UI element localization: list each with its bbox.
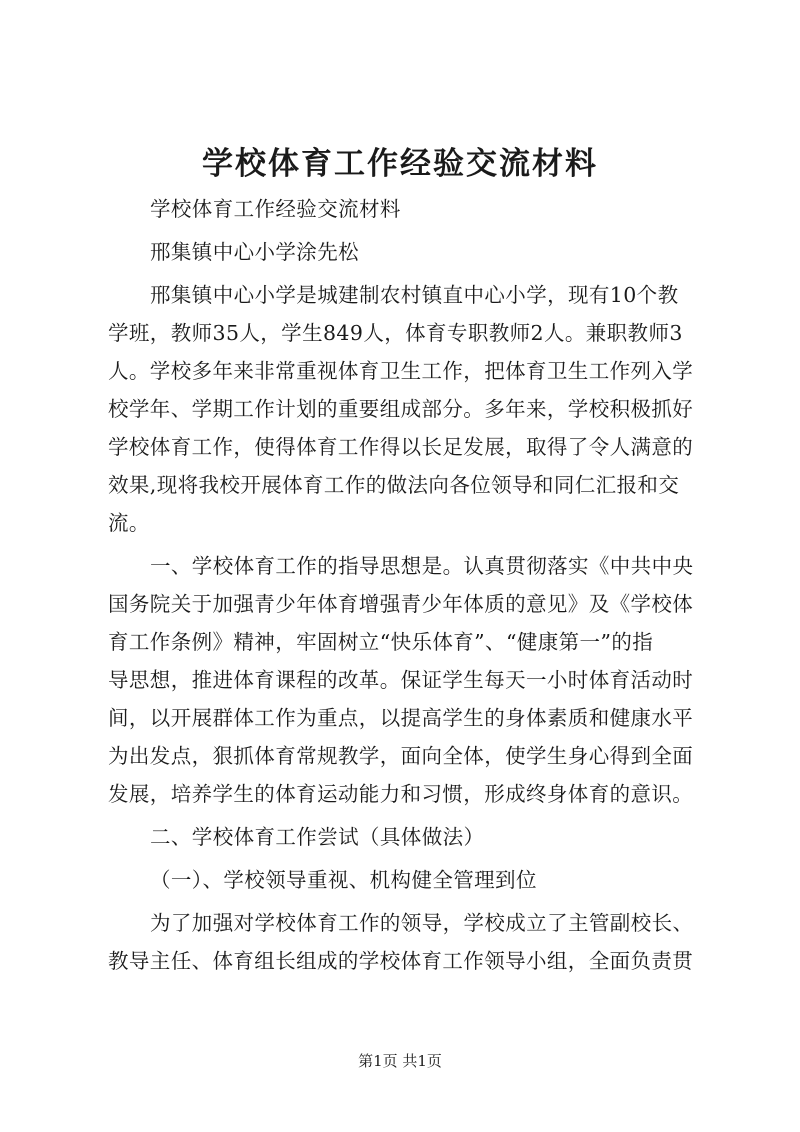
paragraph-line: 效果,现将我校开展体育工作的做法向各位领导和同仁汇报和交 bbox=[108, 473, 680, 497]
paragraph-line: 邢集镇中心小学是城建制农村镇直中心小学，现有10个教 bbox=[150, 283, 679, 307]
paragraph-line: 导思想，推进体育课程的改革。保证学生每天一小时体育活动时 bbox=[108, 668, 694, 692]
paragraph-line: 教导主任、体育组长组成的学校体育工作领导小组，全面负责贯 bbox=[108, 949, 694, 973]
paragraph-line: 间，以开展群体工作为重点，以提高学生的身体素质和健康水平 bbox=[108, 706, 694, 730]
paragraph-line: 人。学校多年来非常重视体育卫生工作，把体育卫生工作列入学 bbox=[108, 359, 694, 383]
subtitle: 学校体育工作经验交流材料 bbox=[150, 197, 401, 221]
page-footer: 第1页 共1页 bbox=[358, 1052, 442, 1070]
section-heading: 二、学校体育工作尝试（具体做法） bbox=[150, 825, 485, 849]
paragraph-line: 流。 bbox=[108, 511, 150, 535]
paragraph-line: 发展，培养学生的体育运动能力和习惯，形成终身体育的意识。 bbox=[108, 782, 694, 806]
paragraph-line: 学班，教师35人，学生849人，体育专职教师2人。兼职教师3 bbox=[108, 321, 683, 345]
document-title: 学校体育工作经验交流材料 bbox=[202, 146, 598, 182]
paragraph-line: 育工作条例》精神，牢固树立“快乐体育”、“健康第一”的指 bbox=[108, 630, 654, 654]
subsection-heading: （一）、学校领导重视、机构健全管理到位 bbox=[150, 868, 537, 892]
paragraph-line: 一、学校体育工作的指导思想是。认真贯彻落实《中共中央 bbox=[150, 554, 694, 578]
author-line: 邢集镇中心小学涂先松 bbox=[150, 240, 359, 264]
paragraph-line: 国务院关于加强青少年体育增强青少年体质的意见》及《学校体 bbox=[108, 592, 694, 616]
paragraph-line: 学校体育工作，使得体育工作得以长足发展，取得了令人满意的 bbox=[108, 435, 694, 459]
paragraph-line: 为出发点，狠抓体育常规教学，面向全体，使学生身心得到全面 bbox=[108, 744, 694, 768]
paragraph-line: 校学年、学期工作计划的重要组成部分。多年来，学校积极抓好 bbox=[108, 397, 694, 421]
paragraph-line: 为了加强对学校体育工作的领导，学校成立了主管副校长、 bbox=[150, 911, 694, 935]
